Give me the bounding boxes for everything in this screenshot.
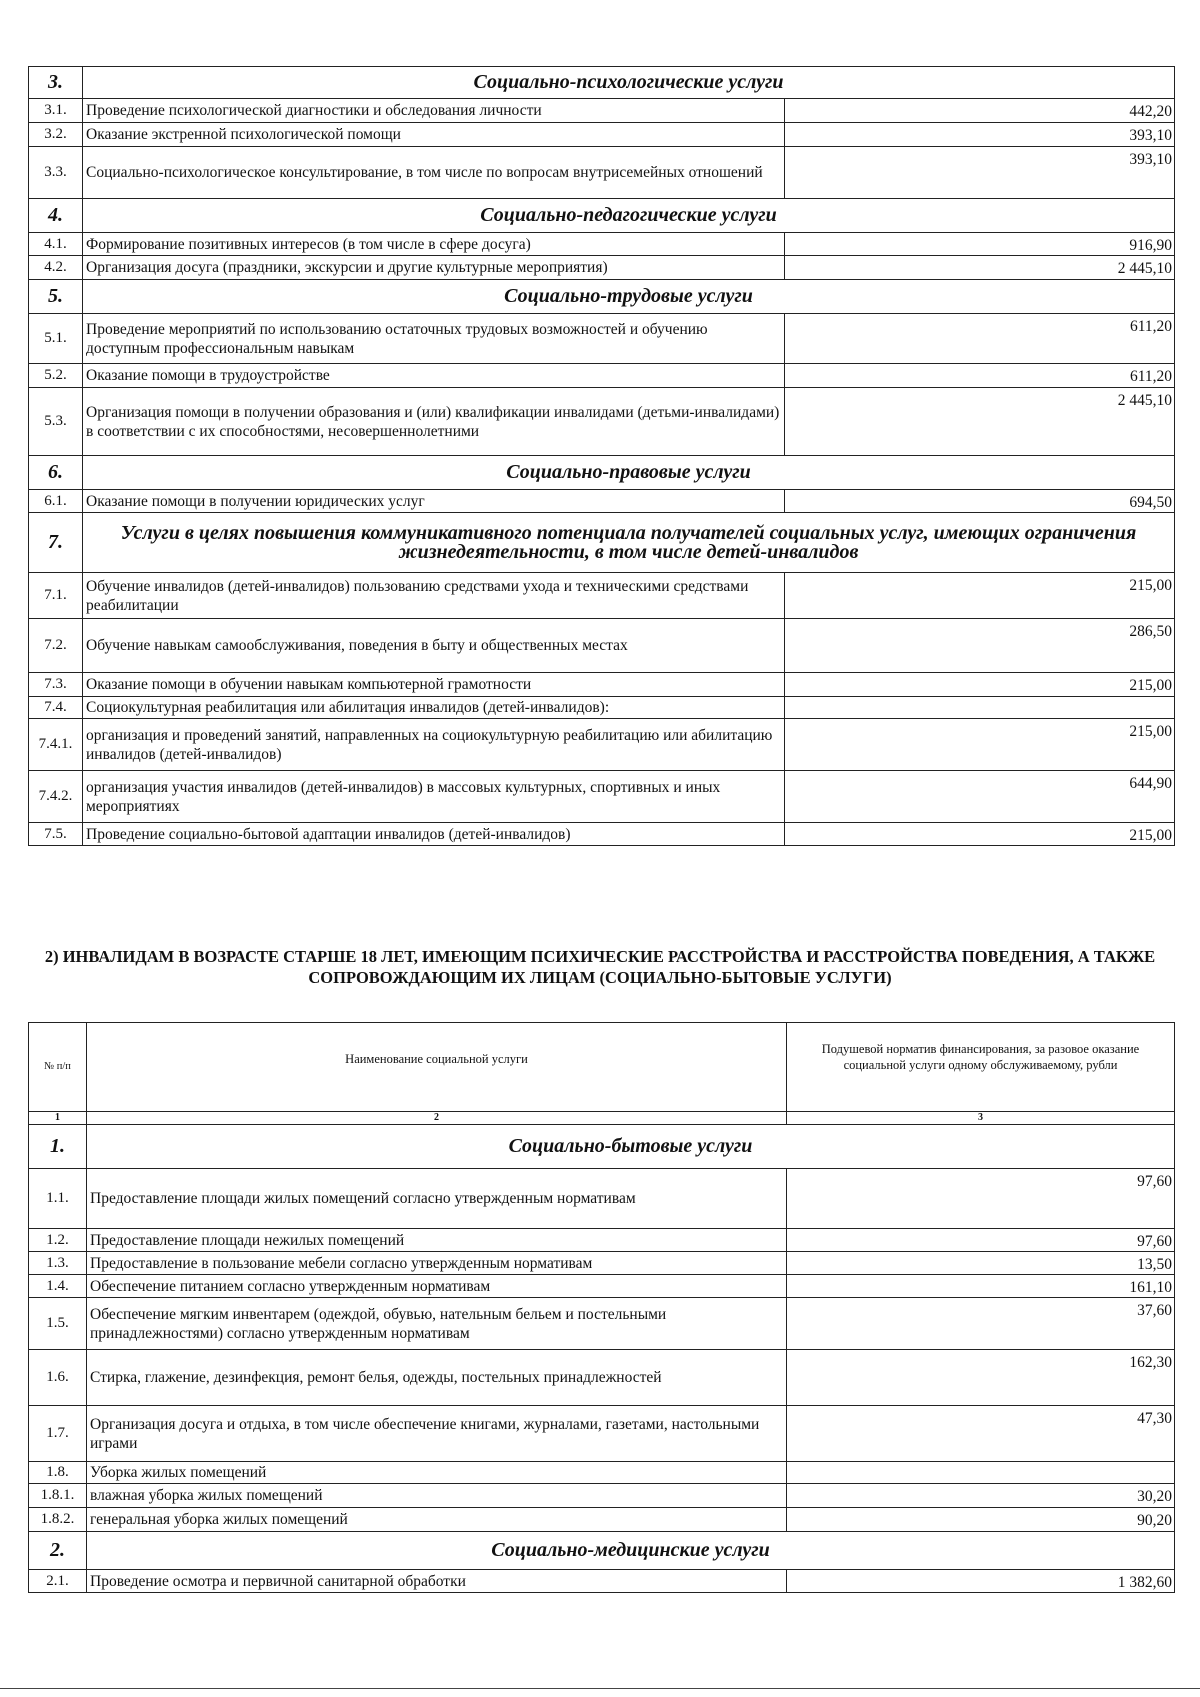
service-price: 161,10 bbox=[787, 1275, 1175, 1298]
column-number: 1 bbox=[29, 1112, 87, 1125]
service-number: 7.3. bbox=[29, 673, 83, 697]
service-name: Формирование позитивных интересов (в том числе в сфере досуга) bbox=[83, 233, 785, 256]
section-row bbox=[29, 456, 1175, 490]
table-row bbox=[29, 1508, 1175, 1532]
table-row bbox=[29, 123, 1175, 147]
service-number: 6.1. bbox=[29, 490, 83, 513]
service-name: Организация помощи в получении образования и (или) квалификации инвалидами (детьми-инвалидами) в соответствии с их способностями, несовершеннолетними bbox=[83, 388, 785, 456]
service-price: 97,60 bbox=[787, 1229, 1175, 1252]
services-table-part2-body bbox=[29, 1023, 1175, 1593]
table-row bbox=[29, 771, 1175, 823]
service-price: 393,10 bbox=[785, 147, 1175, 199]
service-name: Обучение инвалидов (детей-инвалидов) пользованию средствами ухода и техническими средствами реабилитации bbox=[83, 573, 785, 619]
service-name: Проведение осмотра и первичной санитарной обработки bbox=[87, 1570, 787, 1593]
table-row bbox=[29, 233, 1175, 256]
services-table-part1 bbox=[28, 66, 1175, 846]
section-title: Социально-медицинские услуги bbox=[87, 1532, 1175, 1570]
service-number: 1.6. bbox=[29, 1350, 87, 1406]
service-price: 916,90 bbox=[785, 233, 1175, 256]
section-number: 3. bbox=[29, 67, 83, 99]
service-price: 1 382,60 bbox=[787, 1570, 1175, 1593]
table-row bbox=[29, 1406, 1175, 1462]
service-name: Обеспечение мягким инвентарем (одеждой, обувью, нательным бельем и постельными принадлежностями) согласно утвержденным нормативам bbox=[87, 1298, 787, 1350]
service-number: 3.1. bbox=[29, 99, 83, 123]
service-price: 162,30 bbox=[787, 1350, 1175, 1406]
service-name: организация и проведений занятий, направленных на социокультурную реабилитацию или абилитацию инвалидов (детей-инвалидов) bbox=[83, 719, 785, 771]
service-number: 7.2. bbox=[29, 619, 83, 673]
section-title: Социально-правовые услуги bbox=[83, 456, 1175, 490]
table-row bbox=[29, 1169, 1175, 1229]
section-number: 6. bbox=[29, 456, 83, 490]
service-name: Стирка, глажение, дезинфекция, ремонт белья, одежды, постельных принадлежностей bbox=[87, 1350, 787, 1406]
table-row bbox=[29, 99, 1175, 123]
table-row bbox=[29, 147, 1175, 199]
section-row bbox=[29, 67, 1175, 99]
service-price: 2 445,10 bbox=[785, 388, 1175, 456]
service-number: 1.4. bbox=[29, 1275, 87, 1298]
service-price: 393,10 bbox=[785, 123, 1175, 147]
table-row bbox=[29, 256, 1175, 280]
service-number: 1.1. bbox=[29, 1169, 87, 1229]
table-row bbox=[29, 1350, 1175, 1406]
service-price: 215,00 bbox=[785, 823, 1175, 846]
service-number: 7.4.2. bbox=[29, 771, 83, 823]
service-name: Оказание экстренной психологической помощи bbox=[83, 123, 785, 147]
services-table-part2 bbox=[28, 1022, 1175, 1593]
service-number: 5.2. bbox=[29, 364, 83, 388]
section-row bbox=[29, 1125, 1175, 1169]
service-name: Проведение социально-бытовой адаптации инвалидов (детей-инвалидов) bbox=[83, 823, 785, 846]
services-table-part1-body bbox=[29, 67, 1175, 846]
service-price: 97,60 bbox=[787, 1169, 1175, 1229]
table-row bbox=[29, 1570, 1175, 1593]
section-number: 7. bbox=[29, 513, 83, 573]
table-row bbox=[29, 364, 1175, 388]
table-row bbox=[29, 619, 1175, 673]
service-name: Оказание помощи в обучении навыкам компьютерной грамотности bbox=[83, 673, 785, 697]
service-price: 30,20 bbox=[787, 1484, 1175, 1508]
column-number: 2 bbox=[87, 1112, 787, 1125]
section-title: Социально-педагогические услуги bbox=[83, 199, 1175, 233]
service-name: Уборка жилых помещений bbox=[87, 1462, 787, 1484]
section-number: 1. bbox=[29, 1125, 87, 1169]
table-row bbox=[29, 573, 1175, 619]
service-number: 4.1. bbox=[29, 233, 83, 256]
table-row bbox=[29, 314, 1175, 364]
table-row bbox=[29, 823, 1175, 846]
service-price: 694,50 bbox=[785, 490, 1175, 513]
bottom-rule bbox=[0, 1688, 1200, 1689]
section-number: 4. bbox=[29, 199, 83, 233]
section-title: Социально-бытовые услуги bbox=[87, 1125, 1175, 1169]
service-name: Социокультурная реабилитация или абилитация инвалидов (детей-инвалидов): bbox=[83, 697, 785, 719]
service-name: Организация досуга и отдыха, в том числе обеспечение книгами, журналами, газетами, настольными играми bbox=[87, 1406, 787, 1462]
section-row bbox=[29, 1532, 1175, 1570]
service-number: 5.3. bbox=[29, 388, 83, 456]
service-number: 1.8.2. bbox=[29, 1508, 87, 1532]
service-number: 7.4. bbox=[29, 697, 83, 719]
service-price bbox=[785, 697, 1175, 719]
table-row bbox=[29, 1229, 1175, 1252]
service-name: организация участия инвалидов (детей-инвалидов) в массовых культурных, спортивных и иных мероприятиях bbox=[83, 771, 785, 823]
table-row bbox=[29, 697, 1175, 719]
service-price: 215,00 bbox=[785, 719, 1175, 771]
section-number: 5. bbox=[29, 280, 83, 314]
service-name: Оказание помощи в трудоустройстве bbox=[83, 364, 785, 388]
service-number: 7.5. bbox=[29, 823, 83, 846]
service-name: Предоставление площади нежилых помещений bbox=[87, 1229, 787, 1252]
section-title: Социально-трудовые услуги bbox=[83, 280, 1175, 314]
service-name: генеральная уборка жилых помещений bbox=[87, 1508, 787, 1532]
table-row bbox=[29, 1462, 1175, 1484]
table-row bbox=[29, 1275, 1175, 1298]
section-row bbox=[29, 280, 1175, 314]
service-price: 286,50 bbox=[785, 619, 1175, 673]
service-price: 644,90 bbox=[785, 771, 1175, 823]
header-number: № п/п bbox=[29, 1023, 87, 1112]
service-name: Организация досуга (праздники, экскурсии и другие культурные мероприятия) bbox=[83, 256, 785, 280]
service-number: 5.1. bbox=[29, 314, 83, 364]
table-row bbox=[29, 490, 1175, 513]
table-row bbox=[29, 388, 1175, 456]
table-row bbox=[29, 1252, 1175, 1275]
service-number: 3.3. bbox=[29, 147, 83, 199]
service-price: 2 445,10 bbox=[785, 256, 1175, 280]
service-number: 4.2. bbox=[29, 256, 83, 280]
service-price: 47,30 bbox=[787, 1406, 1175, 1462]
table-row bbox=[29, 1298, 1175, 1350]
service-name: Проведение мероприятий по использованию остаточных трудовых возможностей и обучению доступным профессиональным навыкам bbox=[83, 314, 785, 364]
section-heading: 2) ИНВАЛИДАМ В ВОЗРАСТЕ СТАРШЕ 18 ЛЕТ, ИМЕЮЩИМ ПСИХИЧЕСКИЕ РАССТРОЙСТВА И РАССТРОЙСТВА ПОВЕДЕНИЯ, А ТАКЖЕ СОПРОВОЖДАЮЩИМ ИХ ЛИЦАМ (СОЦИАЛЬНО-БЫТОВЫЕ УСЛУГИ) bbox=[44, 947, 1156, 987]
service-price: 37,60 bbox=[787, 1298, 1175, 1350]
table-row bbox=[29, 1484, 1175, 1508]
service-name: Социально-психологическое консультирование, в том числе по вопросам внутрисемейных отношений bbox=[83, 147, 785, 199]
service-name: Проведение психологической диагностики и обследования личности bbox=[83, 99, 785, 123]
section-row bbox=[29, 513, 1175, 573]
service-price: 611,20 bbox=[785, 314, 1175, 364]
service-name: Предоставление площади жилых помещений согласно утвержденным нормативам bbox=[87, 1169, 787, 1229]
service-name: Предоставление в пользование мебели согласно утвержденным нормативам bbox=[87, 1252, 787, 1275]
service-number: 2.1. bbox=[29, 1570, 87, 1593]
service-number: 7.1. bbox=[29, 573, 83, 619]
section-row bbox=[29, 199, 1175, 233]
service-number: 1.3. bbox=[29, 1252, 87, 1275]
service-name: Оказание помощи в получении юридических услуг bbox=[83, 490, 785, 513]
service-price: 215,00 bbox=[785, 673, 1175, 697]
service-number: 3.2. bbox=[29, 123, 83, 147]
service-name: Обучение навыкам самообслуживания, поведения в быту и общественных местах bbox=[83, 619, 785, 673]
section-number: 2. bbox=[29, 1532, 87, 1570]
service-price: 611,20 bbox=[785, 364, 1175, 388]
service-price: 90,20 bbox=[787, 1508, 1175, 1532]
service-number: 1.8.1. bbox=[29, 1484, 87, 1508]
service-number: 1.5. bbox=[29, 1298, 87, 1350]
service-name: Обеспечение питанием согласно утвержденным нормативам bbox=[87, 1275, 787, 1298]
service-number: 1.8. bbox=[29, 1462, 87, 1484]
table-header-row bbox=[29, 1023, 1175, 1112]
header-standard: Подушевой норматив финансирования, за разовое оказание социальной услуги одному обслуживаемому, рубли bbox=[787, 1023, 1175, 1112]
table-row bbox=[29, 719, 1175, 771]
section-title: Социально-психологические услуги bbox=[83, 67, 1175, 99]
section-title: Услуги в целях повышения коммуникативного потенциала получателей социальных услуг, имеющих ограничения жизнедеятельности, в том числе детей-инвалидов bbox=[83, 513, 1175, 573]
service-number: 1.2. bbox=[29, 1229, 87, 1252]
header-service-name: Наименование социальной услуги bbox=[87, 1023, 787, 1112]
service-price: 215,00 bbox=[785, 573, 1175, 619]
service-number: 1.7. bbox=[29, 1406, 87, 1462]
service-number: 7.4.1. bbox=[29, 719, 83, 771]
service-price bbox=[787, 1462, 1175, 1484]
service-name: влажная уборка жилых помещений bbox=[87, 1484, 787, 1508]
service-price: 442,20 bbox=[785, 99, 1175, 123]
column-numbers-row bbox=[29, 1112, 1175, 1125]
column-number: 3 bbox=[787, 1112, 1175, 1125]
service-price: 13,50 bbox=[787, 1252, 1175, 1275]
table-row bbox=[29, 673, 1175, 697]
